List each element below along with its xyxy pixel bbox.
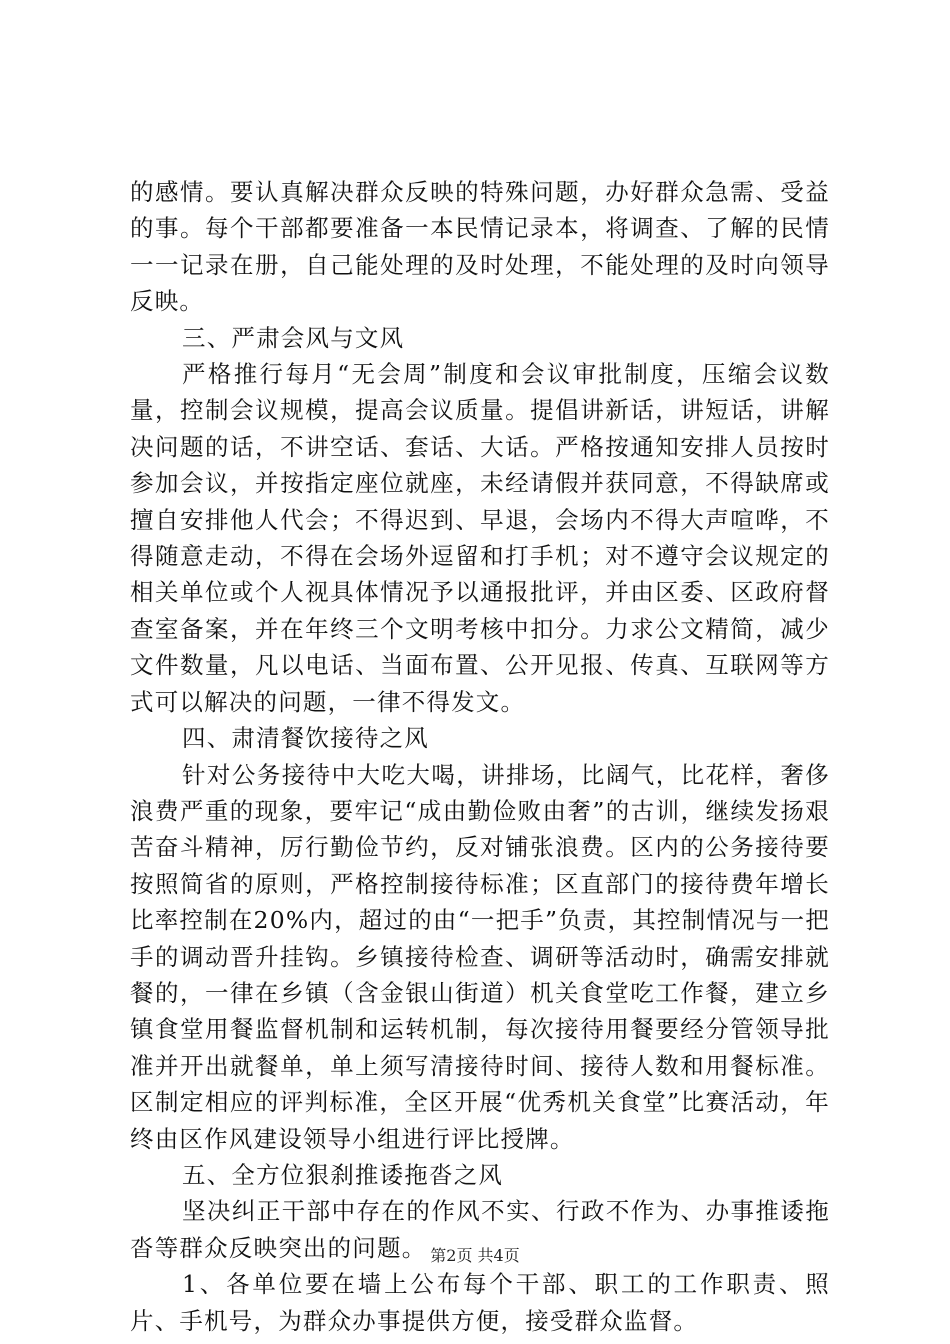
section-heading-4: 四、肃清餐饮接待之风 [182,724,429,753]
paragraph-reception: 针对公务接待中大吃大喝，讲排场，比阔气，比花样，奢侈浪费严重的现象，要牢记“成由勤俭败由奢”的古训，继续发扬艰苦奋斗精神，厉行勤俭节约，反对铺张浪费。区内的公务接待要按照简省的原则，严格控制接待标准；区直部门的接待费年增长比率控制在20%内，超过的由“一把手”负责，其控制情况与一把手的调动晋升挂钩。乡镇接待检查、调研等活动时，确需安排就餐的，一律在乡镇（含金银山街道）机关食堂吃工作餐，建立乡镇食堂用餐监督机制和运转机制，每次接待用餐要经分管领导批准并开出就餐单，单上须写清接待时间、接待人数和用餐标准。区制定相应的评判标准，全区开展“优秀机关食堂”比赛活动，年终由区作风建设领导小组进行评比授牌。 [130,760,830,1153]
section-heading-3: 三、严肃会风与文风 [182,323,405,352]
paragraph-continuation: 的感情。要认真解决群众反映的特殊问题，办好群众急需、受益的事。每个干部都要准备一本民情记录本，将调查、了解的民情一一记录在册，自己能处理的及时处理，不能处理的及时向领导反映。 [130,178,830,316]
document-body [130,174,830,1339]
section-heading-5: 五、全方位狠刹推诿拖沓之风 [182,1160,504,1189]
paragraph-item-1: 1、各单位要在墙上公布每个干部、职工的工作职责、照片、手机号，为群众办事提供方便，接受群众监督。 [130,1270,830,1335]
paragraph-meetings: 严格推行每月“无会周”制度和会议审批制度，压缩会议数量，控制会议规模，提高会议质量。提倡讲新话，讲短话，讲解决问题的话，不讲空话、套话、大话。严格按通知安排人员按时参加会议，并按指定座位就座，未经请假并获同意，不得缺席或擅自安排他人代会；不得迟到、早退，会场内不得大声喧哗，不得随意走动，不得在会场外逗留和打手机；对不遵守会议规定的相关单位或个人视具体情况予以通报批评，并由区委、区政府督查室备案，并在年终三个文明考核中扣分。力求公文精简，减少文件数量，凡以电话、当面布置、公开见报、传真、互联网等方式可以解决的问题，一律不得发文。 [130,360,830,716]
page-footer: 第2页 共4页 [430,1246,520,1265]
paragraph-procrastination: 坚决纠正干部中存在的作风不实、行政不作为、办事推诿拖沓等群众反映突出的问题。 [130,1197,830,1262]
